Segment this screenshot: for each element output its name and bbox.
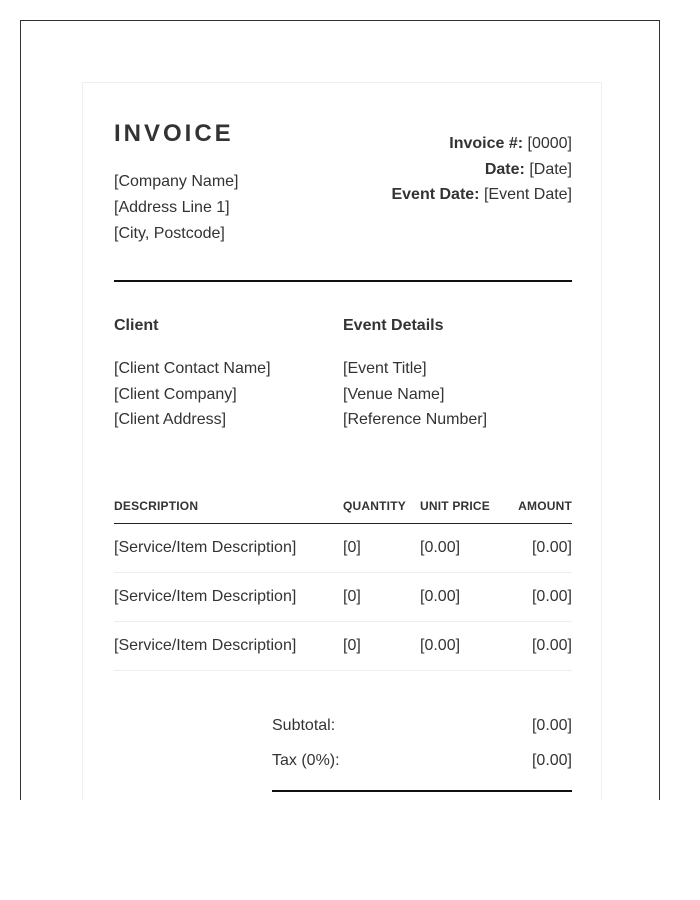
client-section [114,316,343,433]
column-header-quantity: QUANTITY [343,493,420,524]
item-amount: [0.00] [510,573,572,622]
document-viewport [20,20,660,800]
column-header-description: DESCRIPTION [114,493,343,524]
client-company: [Client Company] [114,385,237,403]
item-description: [Service/Item Description] [114,573,343,622]
venue-name: [Venue Name] [343,385,445,403]
item-quantity: [0] [343,573,420,622]
invoice-date-value: [Date] [529,160,572,178]
item-description: [Service/Item Description] [114,622,343,671]
client-heading: Client [114,317,159,334]
item-description: [Service/Item Description] [114,524,343,573]
invoice-meta [391,131,572,208]
tax-value: [0.00] [531,752,572,769]
totals-divider [272,790,572,792]
company-name: [Company Name] [114,173,239,190]
item-quantity: [0] [343,524,420,573]
invoice-title: INVOICE [114,120,234,147]
item-unit-price: [0.00] [420,622,510,671]
company-address-line-1: [Address Line 1] [114,199,230,216]
item-unit-price: [0.00] [420,573,510,622]
table-row [114,524,572,573]
table-row [114,622,572,671]
column-header-amount: AMOUNT [510,493,572,524]
header-divider [114,280,572,282]
event-date-label: Event Date: [391,186,480,203]
invoice-number-label: Invoice #: [449,135,524,152]
event-details-lines [343,356,572,433]
event-details-heading: Event Details [343,317,444,334]
invoice-number-row [391,131,572,157]
subtotal-value: [0.00] [531,717,572,734]
item-quantity: [0] [343,622,420,671]
subtotal-label: Subtotal: [272,717,336,734]
reference-number: [Reference Number] [343,411,488,428]
event-title: [Event Title] [343,360,427,377]
client-address: [Client Address] [114,411,227,428]
item-amount: [0.00] [510,524,572,573]
client-lines [114,356,343,433]
invoice-date-row [391,157,572,183]
column-header-unit-price: UNIT PRICE [420,493,510,524]
company-block [114,169,239,247]
invoice-number-value: [0000] [527,135,572,152]
table-row [114,573,572,622]
totals-block [272,716,572,786]
invoice-date-label: Date: [484,160,525,178]
event-date-row [391,182,572,208]
tax-label: Tax (0%): [272,752,340,769]
event-details-section [343,316,572,433]
item-unit-price: [0.00] [420,524,510,573]
tax-row [272,751,572,786]
client-contact-name: [Client Contact Name] [114,360,271,377]
items-table-header-row [114,493,572,524]
event-date-value: [Event Date] [483,186,572,203]
company-city-postcode: [City, Postcode] [114,225,225,242]
subtotal-row [272,716,572,751]
invoice-page [82,82,602,800]
item-amount: [0.00] [510,622,572,671]
items-table [114,493,572,671]
